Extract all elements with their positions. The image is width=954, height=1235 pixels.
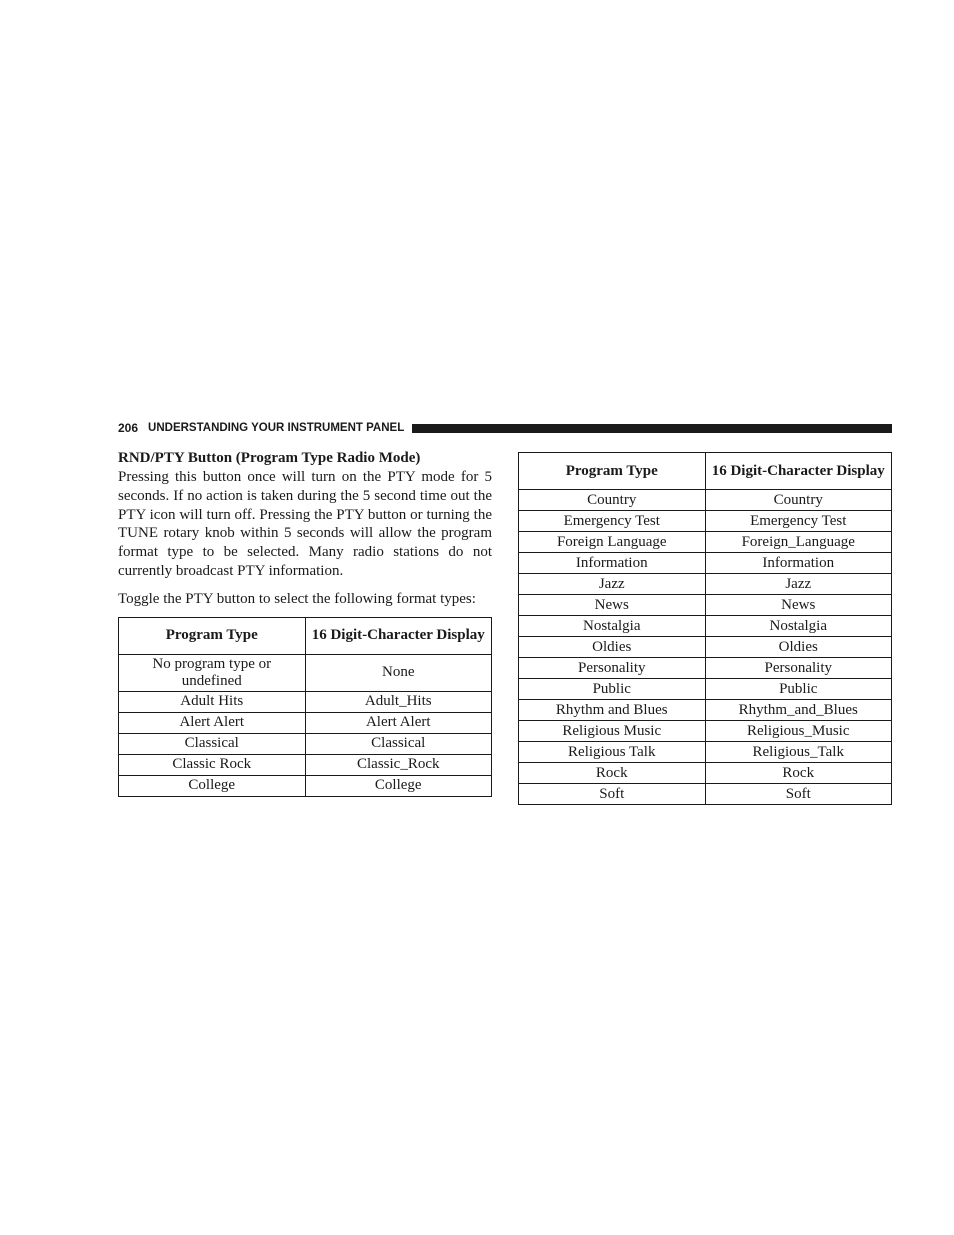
display-cell: Jazz	[705, 574, 892, 595]
table-header-row	[119, 617, 492, 654]
table-row	[519, 784, 892, 805]
display-cell: None	[305, 654, 492, 691]
section-title: UNDERSTANDING YOUR INSTRUMENT PANEL	[148, 422, 405, 434]
display-cell: Personality	[705, 658, 892, 679]
program-type-cell: Rock	[519, 763, 706, 784]
header-rule	[412, 424, 892, 433]
table-row	[119, 691, 492, 712]
display-cell: Nostalgia	[705, 616, 892, 637]
display-cell: Religious_Music	[705, 721, 892, 742]
program-type-cell: Personality	[519, 658, 706, 679]
program-type-header: Program Type	[519, 453, 706, 490]
table-row	[519, 616, 892, 637]
table-row	[519, 700, 892, 721]
display-cell: Alert Alert	[305, 712, 492, 733]
program-type-cell: Jazz	[519, 574, 706, 595]
program-type-cell: Classical	[119, 733, 306, 754]
table-row	[519, 595, 892, 616]
program-type-cell: Classic Rock	[119, 754, 306, 775]
table-row	[519, 637, 892, 658]
table-row	[519, 721, 892, 742]
table-row	[119, 654, 492, 691]
page-header	[118, 419, 892, 437]
program-type-cell: Soft	[519, 784, 706, 805]
display-cell: Oldies	[705, 637, 892, 658]
program-type-cell: Nostalgia	[519, 616, 706, 637]
display-cell: Adult_Hits	[305, 691, 492, 712]
display-header: 16 Digit-Character Display	[305, 617, 492, 654]
program-type-table-right	[518, 452, 892, 805]
table-row	[519, 679, 892, 700]
table-row	[119, 775, 492, 796]
table-row	[519, 511, 892, 532]
program-type-cell: Foreign Language	[519, 532, 706, 553]
page-number: 206	[118, 421, 139, 435]
program-type-cell: Rhythm and Blues	[519, 700, 706, 721]
table-row	[519, 574, 892, 595]
table-header-row	[519, 453, 892, 490]
table-row	[519, 763, 892, 784]
table-row	[519, 553, 892, 574]
program-type-cell: College	[119, 775, 306, 796]
program-type-table-left	[118, 617, 492, 797]
display-cell: Classic_Rock	[305, 754, 492, 775]
display-cell: Classical	[305, 733, 492, 754]
program-type-cell: Public	[519, 679, 706, 700]
table-row	[519, 490, 892, 511]
display-cell: Information	[705, 553, 892, 574]
display-cell: News	[705, 595, 892, 616]
program-type-cell: Country	[519, 490, 706, 511]
display-cell: Foreign_Language	[705, 532, 892, 553]
display-cell: Rhythm_and_Blues	[705, 700, 892, 721]
display-cell: Religious_Talk	[705, 742, 892, 763]
program-type-cell: Adult Hits	[119, 691, 306, 712]
left-column	[118, 449, 492, 797]
table-row	[519, 658, 892, 679]
table-row	[519, 742, 892, 763]
table-row	[119, 733, 492, 754]
display-cell: Rock	[705, 763, 892, 784]
display-cell: Emergency Test	[705, 511, 892, 532]
program-type-cell: No program type or undefined	[119, 654, 306, 691]
program-type-cell: Emergency Test	[519, 511, 706, 532]
table-row	[119, 712, 492, 733]
display-cell: College	[305, 775, 492, 796]
program-type-cell: News	[519, 595, 706, 616]
table-row	[119, 754, 492, 775]
display-cell: Soft	[705, 784, 892, 805]
display-header: 16 Digit-Character Display	[705, 453, 892, 490]
program-type-header: Program Type	[119, 617, 306, 654]
program-type-cell: Alert Alert	[119, 712, 306, 733]
program-type-cell: Religious Talk	[519, 742, 706, 763]
program-type-cell: Oldies	[519, 637, 706, 658]
program-type-cell: Religious Music	[519, 721, 706, 742]
display-cell: Public	[705, 679, 892, 700]
program-type-cell: Information	[519, 553, 706, 574]
intro-paragraph: Pressing this button once will turn on the PTY mode for 5 seconds. If no action is taken during the 5 second time out the PTY icon will turn off. Pressing the PTY button or turning the TUNE rotary knob within 5 seconds will allow the program format type to be selected. Many radio stations do not currently broadcast PTY information.	[118, 469, 492, 579]
subheading: RND/PTY Button (Program Type Radio Mode)	[118, 450, 421, 466]
table-row	[519, 532, 892, 553]
display-cell: Country	[705, 490, 892, 511]
toggle-paragraph: Toggle the PTY button to select the following format types:	[118, 590, 476, 607]
